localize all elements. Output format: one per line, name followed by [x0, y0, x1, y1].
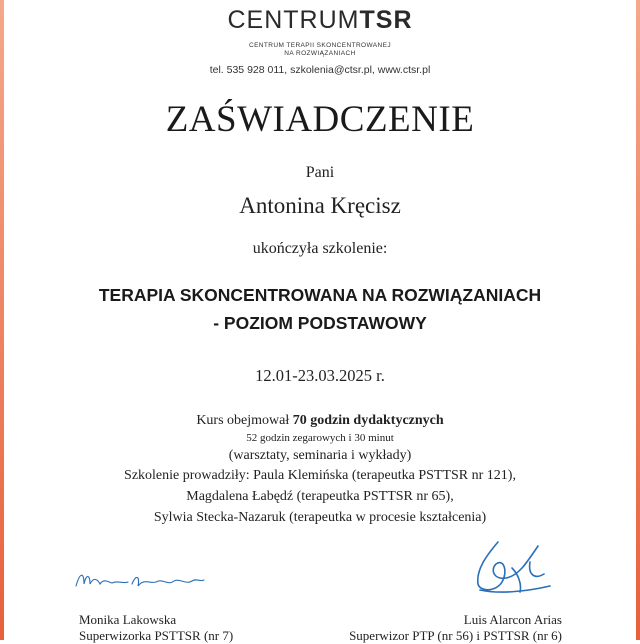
- logo-subtitle-line2: NA ROZWIĄZANIACH: [284, 50, 356, 57]
- left-signer-name: Monika Lakowska: [79, 612, 177, 627]
- logo-light-text: CENTRUM: [227, 6, 360, 34]
- contact-info: tel. 535 928 011, szkolenia@ctsr.pl, www.ctsr.pl: [209, 64, 431, 76]
- completed-text: ukończyła szkolenie:: [252, 240, 388, 257]
- right-signer-name: Luis Alarcon Arias: [463, 612, 562, 627]
- salutation: Pani: [305, 164, 335, 181]
- course-format: (warsztaty, seminaria i wykłady): [228, 448, 412, 463]
- hours-prefix: Kurs obejmował: [196, 413, 293, 428]
- certificate-title: ZAŚWIADCZENIE: [165, 99, 475, 140]
- left-signer-role: Superwizorka PSTTSR (nr 7): [79, 628, 234, 643]
- course-dates: 12.01-23.03.2025 r.: [255, 366, 385, 385]
- course-title-line1: TERAPIA SKONCENTROWANA NA ROZWIĄZANIACH: [98, 285, 542, 305]
- recipient-name: Antonina Kręcisz: [239, 193, 401, 218]
- course-title-line2: - POZIOM PODSTAWOWY: [213, 313, 427, 333]
- hours-line: [0, 413, 640, 429]
- logo-subtitle-line1: CENTRUM TERAPII SKONCENTROWANEJ: [248, 42, 392, 49]
- right-signer-role: Superwizor PTP (nr 56) i PSTTSR (nr 6): [349, 628, 562, 643]
- leaders-line3: Sylwia Stecka-Nazaruk (terapeutka w procesie kształcenia): [153, 510, 487, 525]
- logo: [0, 6, 640, 35]
- leaders-line2: Magdalena Łabędź (terapeutka PSTTSR nr 65),: [186, 489, 454, 504]
- logo-bold-text: TSR: [359, 6, 413, 34]
- hours-bold: 70 godzin dydaktycznych: [292, 413, 444, 428]
- right-signature: [468, 534, 558, 600]
- leaders-line1: Szkolenie prowadziły: Paula Klemińska (terapeutka PSTTSR nr 121),: [124, 468, 516, 483]
- clock-hours: 52 godzin zegarowych i 30 minut: [246, 432, 394, 444]
- left-signature: [70, 566, 210, 594]
